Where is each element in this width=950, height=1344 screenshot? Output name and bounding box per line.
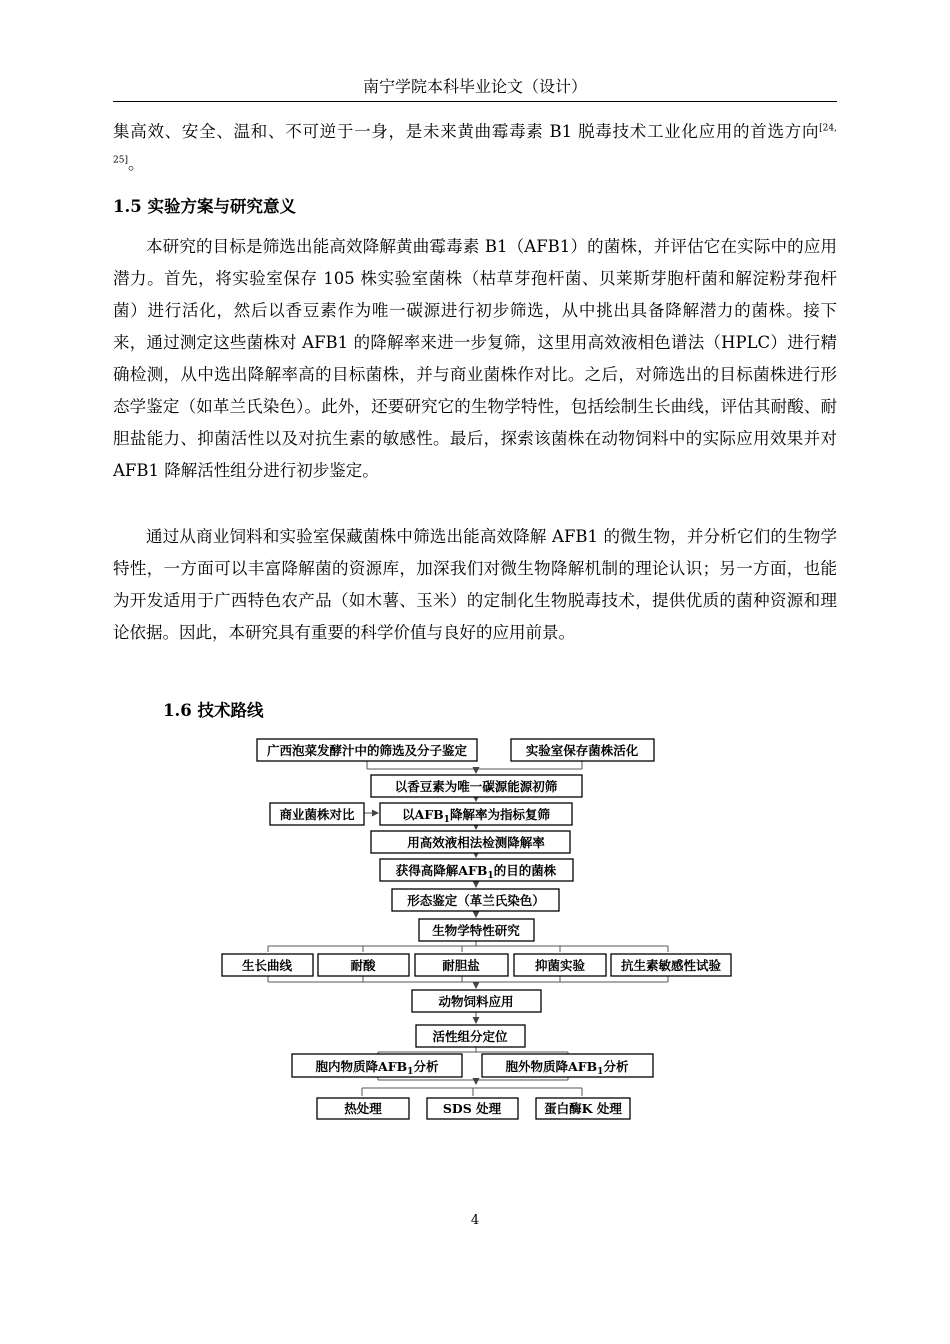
- flow-node-sds-treatment: [427, 1098, 518, 1119]
- paragraph-end: 。: [127, 154, 145, 173]
- svg-text:胞外物质降AFB1分析: 胞外物质降$AFB_1$分析: [505, 1059, 629, 1077]
- section-heading-1-6: 1.6 技术路线: [163, 701, 264, 720]
- svg-text:耐酸: 耐酸: [350, 958, 376, 973]
- flow-node-heat-treatment: [317, 1098, 409, 1119]
- flow-node-biological-characteristics: [419, 919, 534, 941]
- flow-node-intracellular-analysis: [292, 1054, 462, 1077]
- page-number: 4: [470, 1213, 480, 1228]
- flow-node-coumarin-primary-screen: [371, 775, 582, 797]
- svg-text:商业菌株对比: 商业菌株对比: [279, 807, 355, 822]
- flow-node-acid-tolerance: [318, 954, 409, 976]
- flow-node-feed-application: [412, 990, 541, 1012]
- flow-node-extracellular-analysis: [482, 1054, 653, 1077]
- flow-node-hplc-detection: [371, 831, 570, 853]
- svg-text:耐胆盐: 耐胆盐: [442, 958, 480, 973]
- flow-node-lab-strain-activation: [511, 739, 654, 761]
- flow-node-rescreen: [380, 803, 572, 825]
- svg-text:获得高降解AFB1的目的菌株: 获得高降解$AFB_1$的目的菌株: [395, 863, 557, 881]
- flow-node-active-component: [416, 1025, 525, 1047]
- paragraph-research-significance: 通过从商业饲料和实验室保藏菌株中筛选出能高效降解 AFB1 的微生物，并分析它们的生物学特性，一方面可以丰富降解菌的资源库，加深我们对微生物降解机制的理论认识；另一方面，也能为开发适用于广西特色农产品（如木薯、玉米）的定制化生物脱毒技术，提供优质的菌种资源和理论依据。因此，本研究具有重要的科学价值与良好的应用前景。: [113, 527, 837, 642]
- svg-text:抗生素敏感性试验: 抗生素敏感性试验: [620, 958, 722, 973]
- citation: [24, 25]: [113, 123, 837, 166]
- svg-text:热处理: 热处理: [344, 1101, 382, 1116]
- svg-text:以香豆素为唯一碳源能源初筛: 以香豆素为唯一碳源能源初筛: [394, 779, 558, 794]
- flow-node-growth-curve: [222, 954, 313, 976]
- paragraph-research-goal: 本研究的目标是筛选出能高效降解黄曲霉毒素 B1（AFB1）的菌株，并评估它在实际中的应用潜力。首先，将实验室保存 105 株实验室菌株（枯草芽孢杆菌、贝莱斯芽胞杆菌和解淀粉芽孢杆菌）进行活化，然后以香豆素作为唯一碳源进行初步筛选，从中挑出具备降解潜力的菌株。接下来，通过测定这些菌株对 AFB1 的降解率来进一步复筛，这里用高效液相色谱法（HPLC）进行精确检测，从中选出降解率高的目标菌株，并与商业菌株作对比。之后，对筛选出的目标菌株进行形态学鉴定（如革兰氏染色）。此外，还要研究它的生物学特性，包括绘制生长曲线，评估其耐酸、耐胆盐能力、抑菌活性以及对抗生素的敏感性。最后，探索该菌株在动物饲料中的实际应用效果并对 AFB1 降解活性组分进行初步鉴定。: [113, 237, 837, 480]
- svg-text:生长曲线: 生长曲线: [241, 958, 293, 973]
- flow-node-antibacterial-test: [514, 954, 606, 976]
- svg-text:实验室保存菌株活化: 实验室保存菌株活化: [525, 743, 639, 758]
- section-heading-1-5: 1.5 实验方案与研究意义: [113, 197, 296, 216]
- flow-node-antibiotic-sensitivity: [611, 954, 731, 976]
- flow-node-target-strain: [380, 859, 573, 881]
- svg-text:以AFB1降解率为指标复筛: 以$AFB_1$降解率为指标复筛: [402, 807, 550, 825]
- svg-text:活性组分定位: 活性组分定位: [432, 1029, 508, 1044]
- svg-text:抑菌实验: 抑菌实验: [534, 958, 586, 973]
- svg-text:形态鉴定（革兰氏染色）: 形态鉴定（革兰氏染色）: [407, 893, 545, 908]
- svg-text:用高效液相法检测降解率: 用高效液相法检测降解率: [407, 835, 545, 850]
- paragraph-text: 集高效、安全、温和、不可逆于一身，是未来黄曲霉毒素 B1 脱毒技术工业化应用的首选方向: [113, 122, 820, 141]
- svg-text:蛋白酶K 处理: 蛋白酶K 处理: [544, 1101, 622, 1116]
- flow-node-morphology-id: [392, 889, 559, 911]
- svg-text:动物饲料应用: 动物饲料应用: [438, 994, 514, 1009]
- flow-node-proteinase-k-treatment: [536, 1098, 630, 1119]
- page-header: 南宁学院本科毕业论文（设计）: [362, 77, 587, 96]
- flow-node-commercial-comparison: [270, 803, 364, 825]
- svg-text:广西泡菜发酵汁中的筛选及分子鉴定: 广西泡菜发酵汁中的筛选及分子鉴定: [266, 743, 468, 758]
- svg-text:生物学特性研究: 生物学特性研究: [432, 923, 520, 938]
- svg-text:SDS 处理: SDS 处理: [442, 1101, 502, 1116]
- flow-node-bile-tolerance: [415, 954, 508, 976]
- svg-text:胞内物质降AFB1分析: 胞内物质降$AFB_1$分析: [315, 1059, 439, 1077]
- flow-node-guangxi-screening: [257, 739, 477, 761]
